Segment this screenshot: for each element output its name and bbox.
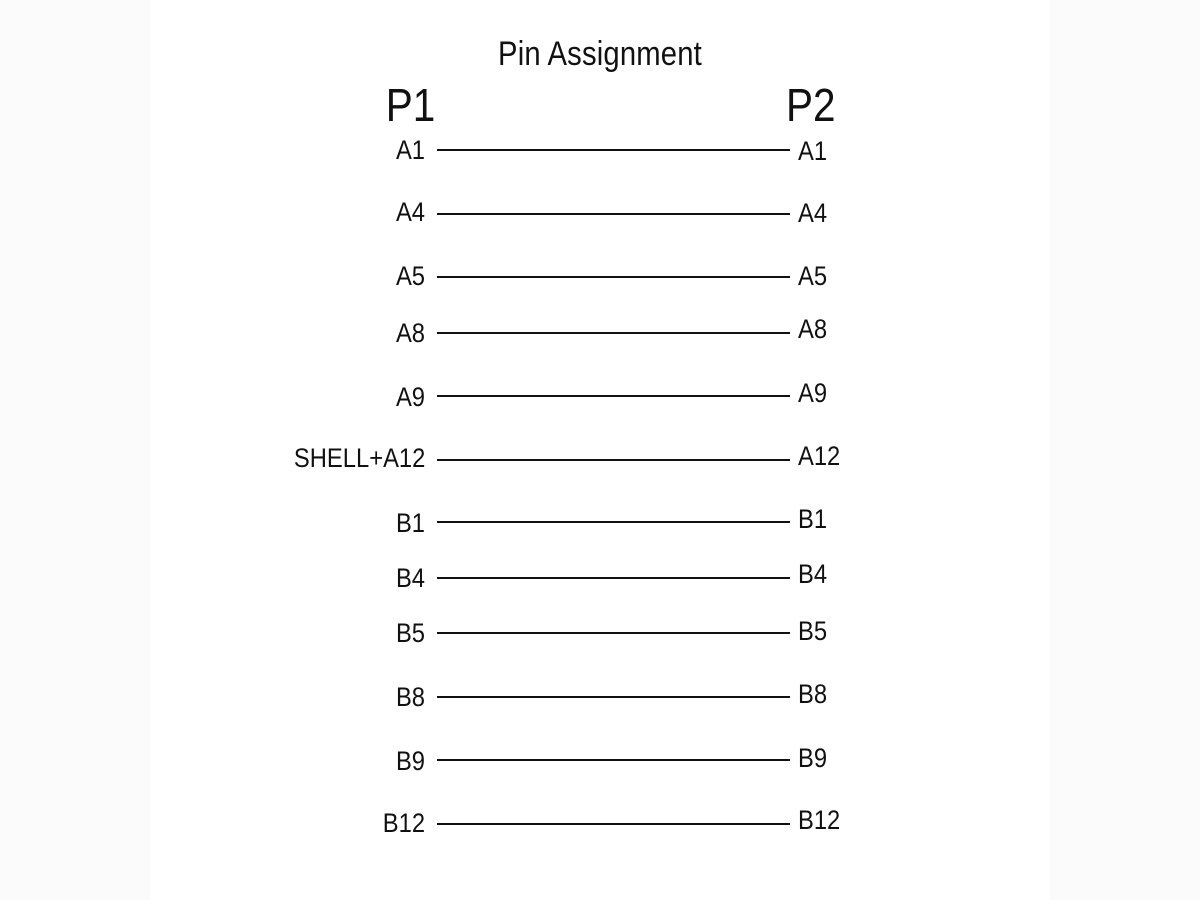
p1-pin-label: B1: [395, 508, 425, 538]
p2-pin-label: A4: [798, 198, 828, 228]
connection-row: [0, 559, 1200, 593]
connector-p2-header: P2: [786, 79, 836, 131]
p2-pin-label: B5: [798, 616, 828, 646]
p2-pin-label: B8: [798, 679, 828, 709]
connection-row: [0, 679, 1200, 712]
p2-pin-label: A5: [798, 261, 828, 291]
p2-pin-label: A12: [798, 441, 841, 471]
p1-pin-label: B8: [395, 682, 425, 712]
wire-line: [437, 213, 790, 215]
p1-pin-label: B4: [395, 563, 425, 593]
wire-line: [437, 696, 790, 698]
wire-line: [437, 332, 790, 334]
p1-pin-label: A5: [395, 261, 425, 291]
wire-line: [437, 632, 790, 634]
diagram-title: Pin Assignment: [498, 35, 702, 73]
p2-pin-label: A1: [798, 136, 828, 166]
wire-line: [437, 521, 790, 523]
connection-row: [0, 616, 1200, 648]
connection-row: [0, 261, 1200, 291]
p1-pin-label: A1: [395, 135, 425, 165]
p1-pin-label: B12: [382, 808, 425, 838]
p2-pin-label: A9: [798, 378, 828, 408]
wire-line: [437, 759, 790, 761]
p1-pin-label: B5: [395, 618, 425, 648]
connection-row: [0, 314, 1200, 348]
wire-line: [437, 577, 790, 579]
wire-line: [437, 149, 790, 151]
connection-row: [0, 197, 1200, 228]
p2-pin-label: B12: [798, 805, 841, 835]
p1-pin-label: A4: [395, 197, 425, 227]
connection-row: [0, 441, 1200, 473]
p2-pin-label: B9: [798, 743, 828, 773]
p1-pin-label: A8: [395, 318, 425, 348]
connection-row: [0, 743, 1200, 776]
p1-pin-label: B9: [395, 746, 425, 776]
p1-pin-label: SHELL+A12: [293, 443, 425, 473]
wire-line: [437, 459, 790, 461]
p2-pin-label: B1: [798, 504, 828, 534]
connection-row: [0, 504, 1200, 538]
wire-line: [437, 276, 790, 278]
p1-pin-label: A9: [395, 382, 425, 412]
connector-p1-header: P1: [385, 79, 435, 131]
connection-row: [0, 378, 1200, 412]
wire-line: [437, 823, 790, 825]
connection-row: [0, 805, 1200, 838]
p2-pin-label: A8: [798, 314, 828, 344]
connection-row: [0, 135, 1200, 166]
p2-pin-label: B4: [798, 559, 828, 589]
wire-line: [437, 395, 790, 397]
